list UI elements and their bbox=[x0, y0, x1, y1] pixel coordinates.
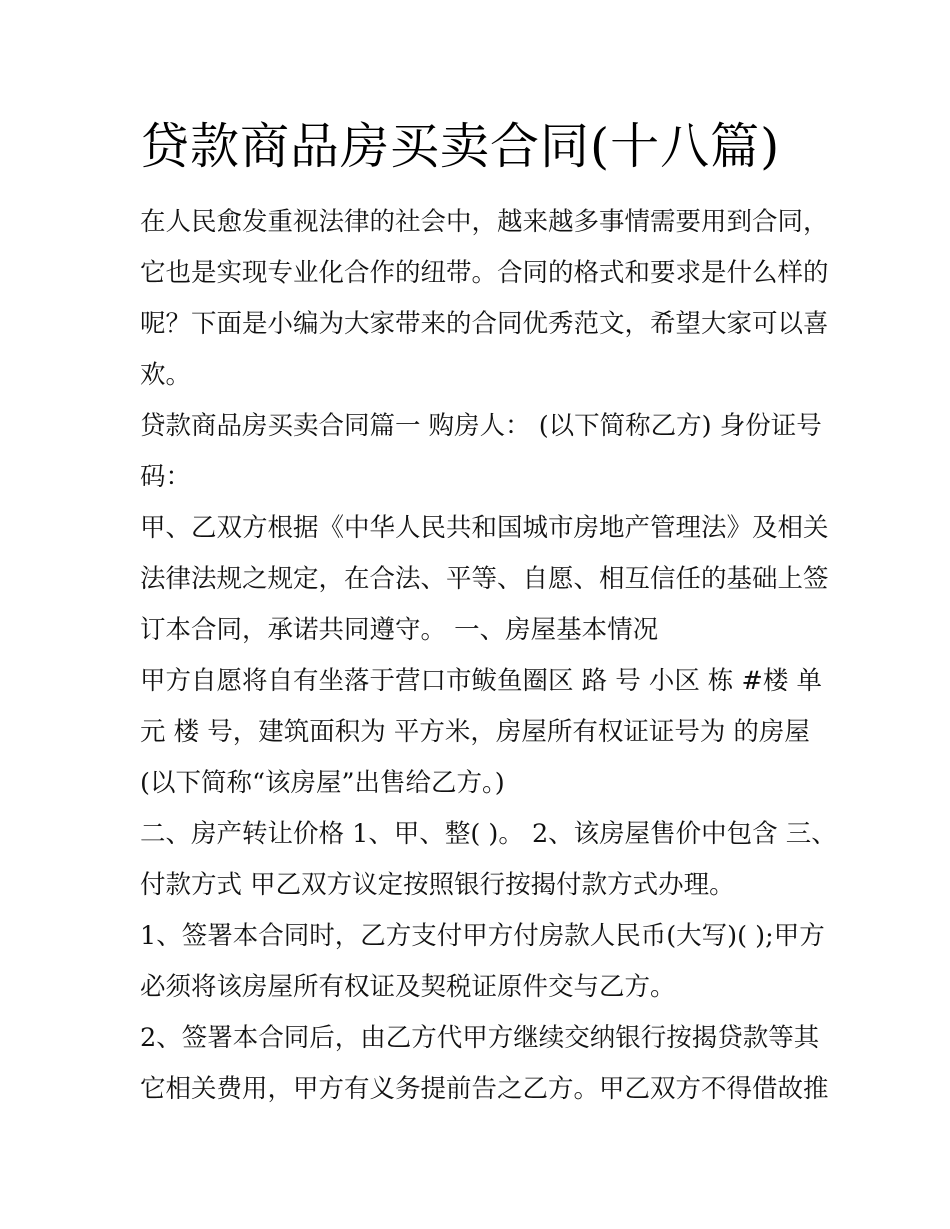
paragraph-line: 欢。 bbox=[140, 360, 192, 390]
paragraph-line: 付款方式 甲乙双方议定按照银行按揭付款方式办理。 bbox=[140, 870, 735, 900]
paragraph-line: (以下简称“该房屋”出售给乙方。) bbox=[140, 768, 505, 798]
paragraph-line: 贷款商品房买卖合同篇一 购房人： (以下简称乙方) 身份证号 bbox=[140, 411, 822, 441]
paragraph-line: 二、房产转让价格 1、甲、整( )。 2、该房屋售价中包含 三、 bbox=[140, 819, 837, 849]
paragraph-line: 1、签署本合同时，乙方支付甲方付房款人民币(大写)( );甲方 bbox=[140, 921, 825, 951]
paragraph-line: 元 楼 号，建筑面积为 平方米，房屋所有权证证号为 的房屋 bbox=[140, 717, 810, 747]
paragraph-line: 呢？下面是小编为大家带来的合同优秀范文，希望大家可以喜 bbox=[140, 309, 829, 339]
page-title: 贷款商品房买卖合同(十八篇) bbox=[140, 118, 781, 175]
paragraph-line: 2、签署本合同后，由乙方代甲方继续交纳银行按揭贷款等其 bbox=[140, 1023, 820, 1053]
paragraph-line: 甲、乙双方根据《中华人民共和国城市房地产管理法》及相关 bbox=[140, 513, 829, 543]
paragraph-line: 它也是实现专业化合作的纽带。合同的格式和要求是什么样的 bbox=[140, 258, 829, 288]
paragraph-line: 必须将该房屋所有权证及契税证原件交与乙方。 bbox=[140, 972, 676, 1002]
paragraph-line: 订本合同，承诺共同遵守。 一、房屋基本情况 bbox=[140, 615, 659, 645]
paragraph-line: 码： bbox=[140, 462, 192, 492]
paragraph-line: 它相关费用，甲方有义务提前告之乙方。甲乙双方不得借故推 bbox=[140, 1074, 829, 1104]
paragraph-line: 在人民愈发重视法律的社会中，越来越多事情需要用到合同， bbox=[140, 207, 829, 237]
paragraph-line: 甲方自愿将自有坐落于营口市鲅鱼圈区 路 号 小区 栋 #楼 单 bbox=[140, 666, 823, 696]
paragraph-line: 法律法规之规定，在合法、平等、自愿、相互信任的基础上签 bbox=[140, 564, 829, 594]
